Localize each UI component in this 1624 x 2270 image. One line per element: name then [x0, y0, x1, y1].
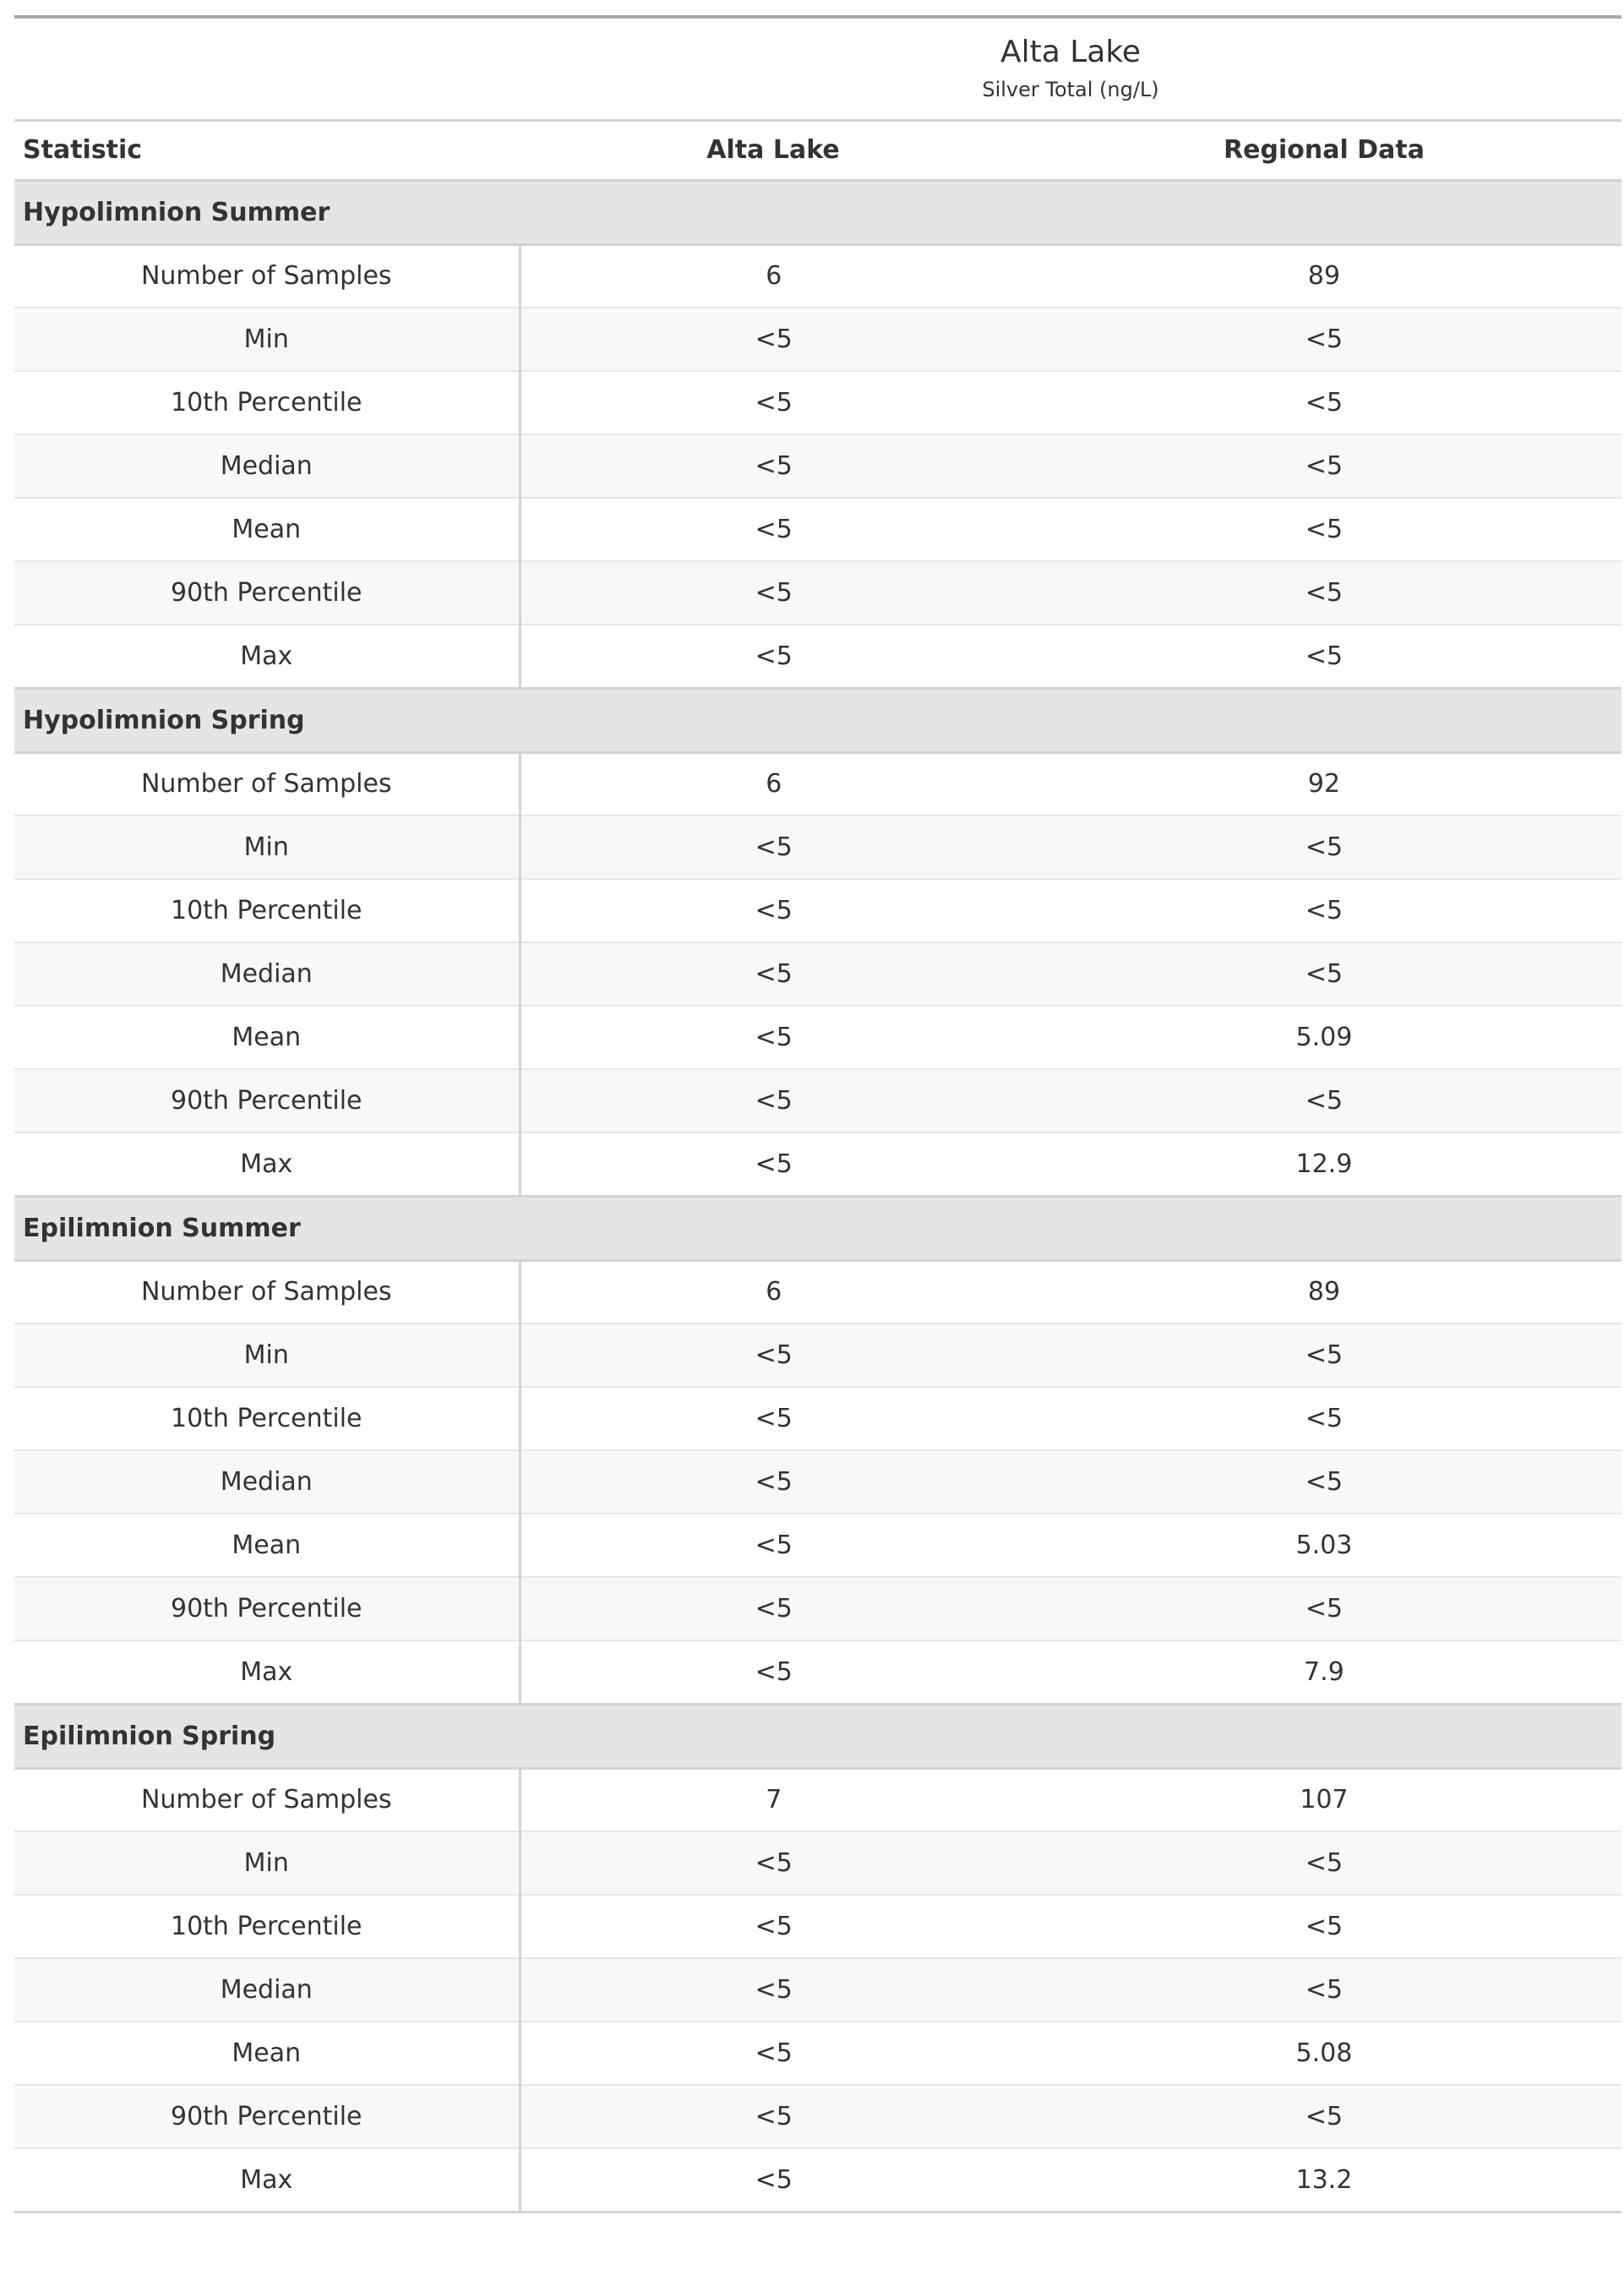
statistic-cell: 10th Percentile — [14, 371, 520, 434]
table-row — [14, 1831, 1621, 1895]
group-label: Epilimnion Spring — [14, 1704, 1621, 1768]
alta-lake-cell: <5 — [520, 879, 1027, 942]
statistic-cell: Number of Samples — [14, 244, 520, 308]
table-row — [14, 1260, 1621, 1323]
title-row — [14, 17, 1621, 69]
group-label: Epilimnion Summer — [14, 1196, 1621, 1260]
group-row — [14, 1196, 1621, 1260]
column-header-regional-data: Regional Data — [1027, 120, 1621, 180]
alta-lake-cell: 6 — [520, 244, 1027, 308]
alta-lake-cell: <5 — [520, 434, 1027, 498]
group-label: Hypolimnion Summer — [14, 180, 1621, 244]
statistic-cell: 90th Percentile — [14, 561, 520, 625]
statistic-cell: Min — [14, 816, 520, 879]
column-header-row — [14, 120, 1621, 180]
statistic-cell: 10th Percentile — [14, 1387, 520, 1450]
alta-lake-cell: <5 — [520, 2148, 1027, 2212]
statistic-cell: Min — [14, 1323, 520, 1387]
regional-data-cell: 12.9 — [1027, 1132, 1621, 1196]
alta-lake-cell: <5 — [520, 625, 1027, 688]
alta-lake-cell: <5 — [520, 498, 1027, 561]
regional-data-cell: <5 — [1027, 434, 1621, 498]
table-row — [14, 2085, 1621, 2148]
table-row — [14, 434, 1621, 498]
statistic-cell: Max — [14, 625, 520, 688]
column-header-statistic: Statistic — [14, 120, 520, 180]
table-body — [14, 180, 1621, 2212]
table-subtitle: Silver Total (ng/L) — [520, 69, 1621, 120]
statistic-cell: Number of Samples — [14, 752, 520, 816]
regional-data-cell: 5.03 — [1027, 1514, 1621, 1577]
regional-data-cell: <5 — [1027, 308, 1621, 371]
table-row — [14, 1006, 1621, 1069]
regional-data-cell: <5 — [1027, 1577, 1621, 1640]
table-row — [14, 942, 1621, 1006]
table-row — [14, 498, 1621, 561]
regional-data-cell: 5.08 — [1027, 2022, 1621, 2085]
regional-data-cell: 92 — [1027, 752, 1621, 816]
regional-data-cell: <5 — [1027, 1958, 1621, 2022]
regional-data-cell: <5 — [1027, 2085, 1621, 2148]
regional-data-cell: <5 — [1027, 942, 1621, 1006]
statistic-cell: Number of Samples — [14, 1260, 520, 1323]
group-row — [14, 1704, 1621, 1768]
table-row — [14, 1577, 1621, 1640]
alta-lake-cell: <5 — [520, 1640, 1027, 1704]
regional-data-cell: <5 — [1027, 1069, 1621, 1132]
statistic-cell: Max — [14, 2148, 520, 2212]
regional-data-cell: 5.09 — [1027, 1006, 1621, 1069]
regional-data-cell: 89 — [1027, 1260, 1621, 1323]
alta-lake-cell: <5 — [520, 1958, 1027, 2022]
table-row — [14, 1387, 1621, 1450]
regional-data-cell: 13.2 — [1027, 2148, 1621, 2212]
alta-lake-cell: 7 — [520, 1768, 1027, 1831]
statistic-cell: Median — [14, 1958, 520, 2022]
regional-data-cell: <5 — [1027, 498, 1621, 561]
table-title: Alta Lake — [520, 17, 1621, 69]
table-row — [14, 1640, 1621, 1704]
regional-data-cell: <5 — [1027, 879, 1621, 942]
alta-lake-cell: 6 — [520, 1260, 1027, 1323]
regional-data-cell: <5 — [1027, 1831, 1621, 1895]
group-row — [14, 688, 1621, 752]
column-header-alta-lake: Alta Lake — [520, 120, 1027, 180]
alta-lake-cell: <5 — [520, 2022, 1027, 2085]
alta-lake-cell: <5 — [520, 1831, 1027, 1895]
stats-table-container — [14, 15, 1621, 2213]
statistic-cell: Max — [14, 1640, 520, 1704]
alta-lake-cell: <5 — [520, 308, 1027, 371]
table-row — [14, 625, 1621, 688]
statistic-cell: 90th Percentile — [14, 1069, 520, 1132]
table-row — [14, 561, 1621, 625]
table-row — [14, 2148, 1621, 2212]
statistic-cell: 90th Percentile — [14, 2085, 520, 2148]
statistic-cell: Median — [14, 1450, 520, 1514]
regional-data-cell: <5 — [1027, 1323, 1621, 1387]
alta-lake-cell: <5 — [520, 1450, 1027, 1514]
regional-data-cell: <5 — [1027, 561, 1621, 625]
alta-lake-cell: <5 — [520, 2085, 1027, 2148]
alta-lake-cell: <5 — [520, 371, 1027, 434]
table-row — [14, 752, 1621, 816]
regional-data-cell: <5 — [1027, 1450, 1621, 1514]
statistic-cell: Number of Samples — [14, 1768, 520, 1831]
statistic-cell: 10th Percentile — [14, 1895, 520, 1958]
table-row — [14, 1768, 1621, 1831]
table-row — [14, 1132, 1621, 1196]
alta-lake-cell: <5 — [520, 942, 1027, 1006]
alta-lake-cell: <5 — [520, 1006, 1027, 1069]
subtitle-row — [14, 69, 1621, 120]
alta-lake-cell: <5 — [520, 816, 1027, 879]
statistic-cell: 10th Percentile — [14, 879, 520, 942]
silver-stats-table — [14, 15, 1621, 2213]
alta-lake-cell: <5 — [520, 1069, 1027, 1132]
group-label: Hypolimnion Spring — [14, 688, 1621, 752]
alta-lake-cell: 6 — [520, 752, 1027, 816]
table-row — [14, 1450, 1621, 1514]
table-row — [14, 244, 1621, 308]
table-row — [14, 2022, 1621, 2085]
table-row — [14, 1069, 1621, 1132]
statistic-cell: Median — [14, 942, 520, 1006]
regional-data-cell: 7.9 — [1027, 1640, 1621, 1704]
regional-data-cell: 89 — [1027, 244, 1621, 308]
statistic-cell: 90th Percentile — [14, 1577, 520, 1640]
statistic-cell: Median — [14, 434, 520, 498]
table-row — [14, 371, 1621, 434]
alta-lake-cell: <5 — [520, 1895, 1027, 1958]
table-row — [14, 879, 1621, 942]
regional-data-cell: <5 — [1027, 1387, 1621, 1450]
statistic-cell: Mean — [14, 1006, 520, 1069]
table-header — [14, 17, 1621, 180]
alta-lake-cell: <5 — [520, 1132, 1027, 1196]
table-row — [14, 308, 1621, 371]
regional-data-cell: <5 — [1027, 371, 1621, 434]
alta-lake-cell: <5 — [520, 1577, 1027, 1640]
table-row — [14, 1895, 1621, 1958]
table-row — [14, 1958, 1621, 2022]
statistic-cell: Mean — [14, 1514, 520, 1577]
group-row — [14, 180, 1621, 244]
table-row — [14, 1323, 1621, 1387]
alta-lake-cell: <5 — [520, 1387, 1027, 1450]
regional-data-cell: <5 — [1027, 816, 1621, 879]
statistic-cell: Mean — [14, 2022, 520, 2085]
table-row — [14, 1514, 1621, 1577]
statistic-cell: Max — [14, 1132, 520, 1196]
statistic-cell: Min — [14, 308, 520, 371]
table-row — [14, 816, 1621, 879]
alta-lake-cell: <5 — [520, 1514, 1027, 1577]
statistic-cell: Mean — [14, 498, 520, 561]
alta-lake-cell: <5 — [520, 1323, 1027, 1387]
regional-data-cell: <5 — [1027, 625, 1621, 688]
regional-data-cell: 107 — [1027, 1768, 1621, 1831]
alta-lake-cell: <5 — [520, 561, 1027, 625]
regional-data-cell: <5 — [1027, 1895, 1621, 1958]
statistic-cell: Min — [14, 1831, 520, 1895]
